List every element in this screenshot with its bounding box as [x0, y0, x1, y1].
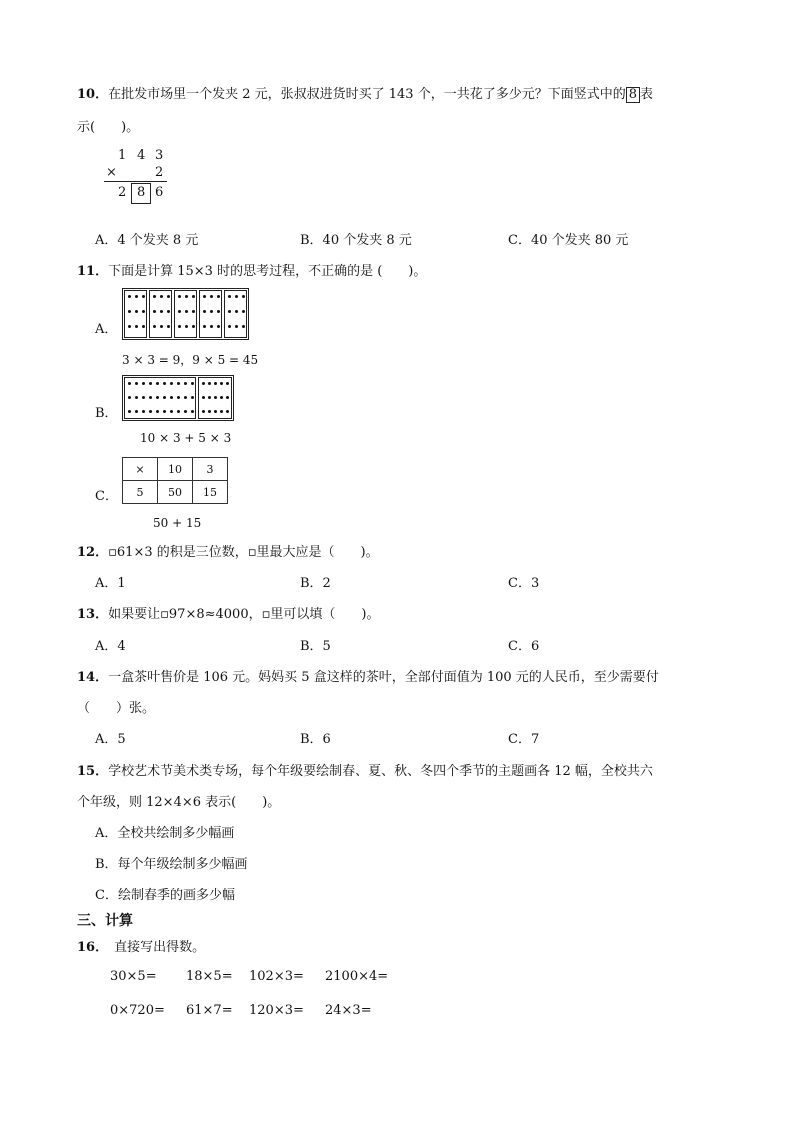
q10-option-a[interactable]: A．4 个发夹 8 元	[95, 233, 199, 248]
dot	[170, 382, 173, 385]
q11-a-dot-figure	[122, 288, 249, 340]
q12-text: ▫61×3 的积是三位数，▫里最大应是（ )。	[108, 545, 379, 560]
dot	[160, 310, 163, 313]
dot	[135, 410, 138, 413]
q10-digit: 4	[137, 148, 146, 163]
dot	[192, 325, 195, 328]
dot	[220, 410, 223, 413]
q11-option-c-label[interactable]: C．	[95, 489, 118, 504]
dot	[208, 410, 211, 413]
q10-digit: 2	[155, 165, 164, 180]
q10-digit: 6	[155, 185, 164, 200]
q12-option-a[interactable]: A．1	[95, 576, 126, 591]
dot	[178, 295, 181, 298]
dot	[202, 410, 205, 413]
dot	[142, 396, 145, 399]
dot	[235, 295, 238, 298]
q16-text: 直接写出得数。	[114, 940, 206, 955]
dot	[214, 396, 217, 399]
dot	[185, 325, 188, 328]
dot	[185, 295, 188, 298]
q13-number: 13．	[77, 607, 109, 622]
table-cell: 15	[193, 481, 228, 504]
q10-boxed-digit: 8	[626, 87, 640, 103]
dot-group-box	[149, 290, 172, 338]
dot	[210, 310, 213, 313]
dot	[203, 310, 206, 313]
q11-line	[77, 260, 426, 279]
dot	[191, 382, 194, 385]
dot	[153, 325, 156, 328]
q10-digit: 8	[137, 185, 146, 200]
q11-option-b-label[interactable]: B．	[95, 406, 118, 421]
dot-group-box	[224, 290, 247, 338]
dot	[135, 325, 138, 328]
q11-option-a-label[interactable]: A．	[95, 322, 118, 337]
dot	[217, 325, 220, 328]
q16-expr: 18×5=	[186, 969, 233, 984]
q11-text: 下面是计算 15×3 时的思考过程，不正确的是 ( )。	[108, 264, 427, 279]
dot	[192, 295, 195, 298]
dot	[177, 382, 180, 385]
q10-text-b: 表	[640, 87, 654, 102]
q15-option-a[interactable]: A．全校共绘制多少幅画	[95, 826, 235, 841]
table-cell: ×	[123, 458, 158, 481]
dot	[135, 295, 138, 298]
dot	[142, 295, 145, 298]
q12-option-b[interactable]: B．2	[300, 576, 331, 591]
dot	[185, 310, 188, 313]
q16-expr: 0×720=	[110, 1003, 165, 1018]
dot-group-box	[198, 377, 232, 419]
q14-line1	[77, 666, 659, 685]
dot-group-box	[199, 290, 222, 338]
dot	[149, 410, 152, 413]
dot-group-box	[124, 377, 196, 419]
dot	[170, 410, 173, 413]
dot	[235, 310, 238, 313]
q10-text-a: 在批发市场里一个发夹 2 元，张叔叔进货时买了 143 个，一共花了多少元？下面竖式中的	[108, 87, 626, 102]
dot	[184, 396, 187, 399]
dot	[153, 310, 156, 313]
table-cell: 50	[158, 481, 193, 504]
dot	[191, 396, 194, 399]
dot	[228, 325, 231, 328]
dot	[156, 382, 159, 385]
dot	[135, 396, 138, 399]
dot	[128, 310, 131, 313]
q13-option-b[interactable]: B．5	[300, 639, 331, 654]
dot	[220, 382, 223, 385]
dot	[128, 325, 131, 328]
q16-line	[77, 936, 205, 955]
q14-option-c[interactable]: C．7	[508, 732, 540, 747]
q10-option-b[interactable]: B．40 个发夹 8 元	[300, 233, 412, 248]
q16-expr: 120×3=	[249, 1003, 304, 1018]
dot	[160, 295, 163, 298]
dot	[242, 295, 245, 298]
dot	[156, 396, 159, 399]
dot	[177, 410, 180, 413]
q10-digit: 3	[155, 148, 164, 163]
dot	[228, 310, 231, 313]
q16-expr: 24×3=	[325, 1003, 372, 1018]
table-cell: 10	[158, 458, 193, 481]
q11-a-formula: 3 × 3 = 9，9 × 5 = 45	[122, 353, 259, 367]
q15-text: 学校艺术节美术类专场，每个年级要绘制春、夏、秋、冬四个季节的主题画各 12 幅，全校共六	[108, 764, 653, 779]
dot	[142, 310, 145, 313]
q10-digit: 1	[118, 148, 127, 163]
dot	[203, 295, 206, 298]
q13-option-a[interactable]: A．4	[95, 639, 126, 654]
q13-option-c[interactable]: C．6	[508, 639, 540, 654]
dot	[177, 396, 180, 399]
dot	[242, 325, 245, 328]
dot	[217, 295, 220, 298]
q13-line	[77, 603, 379, 622]
q12-number: 12．	[77, 545, 109, 560]
dot	[208, 396, 211, 399]
dot	[149, 396, 152, 399]
q10-option-c[interactable]: C．40 个发夹 80 元	[508, 233, 629, 248]
q14-option-a[interactable]: A．5	[95, 732, 126, 747]
dot	[142, 325, 145, 328]
q11-number: 11．	[77, 264, 109, 279]
q11-c-formula: 50 + 15	[153, 516, 202, 530]
q11-c-multiplication-table	[122, 457, 228, 504]
dot	[163, 410, 166, 413]
q14-text: 一盒茶叶售价是 106 元。妈妈买 5 盒这样的茶叶，全部付面值为 100 元的人民币，至少需要付	[108, 670, 659, 685]
dot	[228, 295, 231, 298]
dot	[210, 295, 213, 298]
dot-group-box	[124, 290, 147, 338]
dot	[128, 382, 131, 385]
dot	[203, 325, 206, 328]
section-title: 三、计算	[77, 913, 133, 929]
dot	[226, 382, 229, 385]
q15-line2: 个年级，则 12×4×6 表示( )。	[77, 795, 281, 810]
q14-option-b[interactable]: B．6	[300, 732, 331, 747]
dot	[184, 382, 187, 385]
q10-times-sign: ×	[106, 165, 117, 180]
dot	[235, 325, 238, 328]
dot	[192, 310, 195, 313]
dot	[202, 382, 205, 385]
dot	[242, 310, 245, 313]
q16-expr: 30×5=	[110, 969, 157, 984]
q10-line1	[77, 83, 653, 103]
table-cell: 5	[123, 481, 158, 504]
dot	[149, 382, 152, 385]
dot	[178, 310, 181, 313]
q14-line2: （ ）张。	[77, 701, 156, 716]
dot	[163, 382, 166, 385]
dot	[214, 410, 217, 413]
q14-number: 14．	[77, 670, 109, 685]
dot	[163, 396, 166, 399]
dot	[167, 310, 170, 313]
q11-b-formula: 10 × 3 + 5 × 3	[140, 431, 232, 445]
q10-line2: 示( )。	[77, 120, 140, 135]
dot	[178, 325, 181, 328]
dot	[208, 382, 211, 385]
dot	[217, 310, 220, 313]
q10-number: 10．	[77, 87, 109, 102]
dot	[128, 396, 131, 399]
dot	[167, 295, 170, 298]
q15-number: 15．	[77, 764, 109, 779]
dot	[128, 295, 131, 298]
dot	[210, 325, 213, 328]
dot	[135, 310, 138, 313]
q16-expr: 102×3=	[249, 969, 304, 984]
dot	[156, 410, 159, 413]
dot	[142, 382, 145, 385]
q15-option-b[interactable]: B．每个年级绘制多少幅画	[95, 857, 248, 872]
dot	[226, 396, 229, 399]
q10-digit: 2	[118, 185, 127, 200]
q15-line1	[77, 760, 653, 779]
dot	[214, 382, 217, 385]
table-cell: 3	[193, 458, 228, 481]
q13-text: 如果要让▫97×8≈4000，▫里可以填（ )。	[108, 607, 380, 622]
dot	[191, 410, 194, 413]
q16-expr: 61×7=	[186, 1003, 233, 1018]
q15-option-c[interactable]: C．绘制春季的画多少幅	[95, 888, 235, 903]
q10-rule	[104, 181, 167, 182]
dot	[128, 410, 131, 413]
dot	[142, 410, 145, 413]
dot-group-box	[174, 290, 197, 338]
dot	[202, 396, 205, 399]
dot	[153, 295, 156, 298]
dot	[135, 382, 138, 385]
q16-number: 16．	[77, 940, 109, 955]
q12-option-c[interactable]: C．3	[508, 576, 540, 591]
q11-b-dot-figure	[122, 375, 234, 421]
dot	[220, 396, 223, 399]
q16-expr: 2100×4=	[325, 969, 389, 984]
dot	[167, 325, 170, 328]
dot	[160, 325, 163, 328]
q12-line	[77, 541, 379, 560]
dot	[170, 396, 173, 399]
dot	[184, 410, 187, 413]
dot	[226, 410, 229, 413]
